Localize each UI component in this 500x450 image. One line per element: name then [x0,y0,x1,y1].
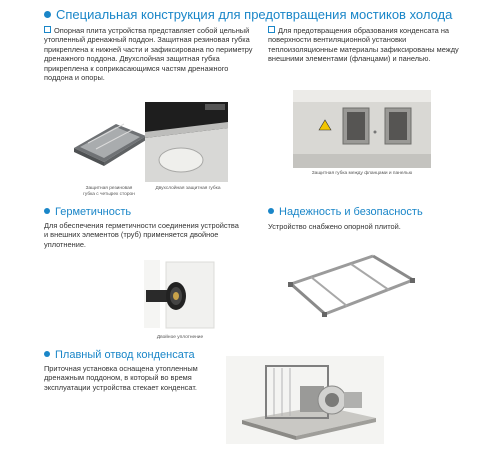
checkbox-square-icon [268,26,275,33]
reliability-paragraph: Устройство снабжено опорной плитой. [268,222,401,231]
condensate-paragraph: Приточная установка оснащена утопленным дренажным поддоном, в который во время эксплуатации устройства стекает конденсат. [44,364,198,392]
caption-tray: Защитная резиновая губка с четырех сторон [83,186,135,197]
caption-double-sponge: Двухслойная защитная губка [155,186,221,191]
caption-flanges: Защитная губка между фланцами и панелью [311,171,413,176]
drain-tray-image [70,106,150,176]
section-sealing-title: Герметичность [44,206,131,219]
sealing-paragraph: Для обеспечения герметичности соединения устройства и внешних элементов (труб) применяется двойное уплотнение. [44,221,239,249]
support-frame-image [285,242,423,318]
flange-panel-image [293,90,431,168]
cold-bridge-right-paragraph: Для предотвращения образования конденсата на поверхности вентиляционной установки теплоизоляционные материалы зафиксированы между внешними элементами (фланцами) и панелью. [268,26,459,64]
caption-double-seal: Двойное уплотнение [156,335,204,340]
section-condensate-title: Плавный отвод конденсата [44,349,195,362]
air-handling-unit-image [226,356,384,444]
bullet-icon [44,208,50,214]
cold-bridge-left-paragraph: Опорная плита устройства представляет собой цельный утопленный дренажный поддон. Защитная резиновая губка прикреплена к нижней части и зафиксирована по периметру дренажного поддона. Двухслойная защитная губка прикреплена к соприкасающимся частям дренажного поддона и опоры. [44,26,253,83]
bullet-icon [44,11,51,18]
double-seal-image [140,254,220,332]
checkbox-square-icon [44,26,51,33]
section-cold-bridge-title: Специальная конструкция для предотвращения мостиков холода [44,7,452,22]
double-sponge-image [145,102,228,182]
section-reliability-title: Надежность и безопасность [268,206,423,219]
bullet-icon [44,351,50,357]
bullet-icon [268,208,274,214]
